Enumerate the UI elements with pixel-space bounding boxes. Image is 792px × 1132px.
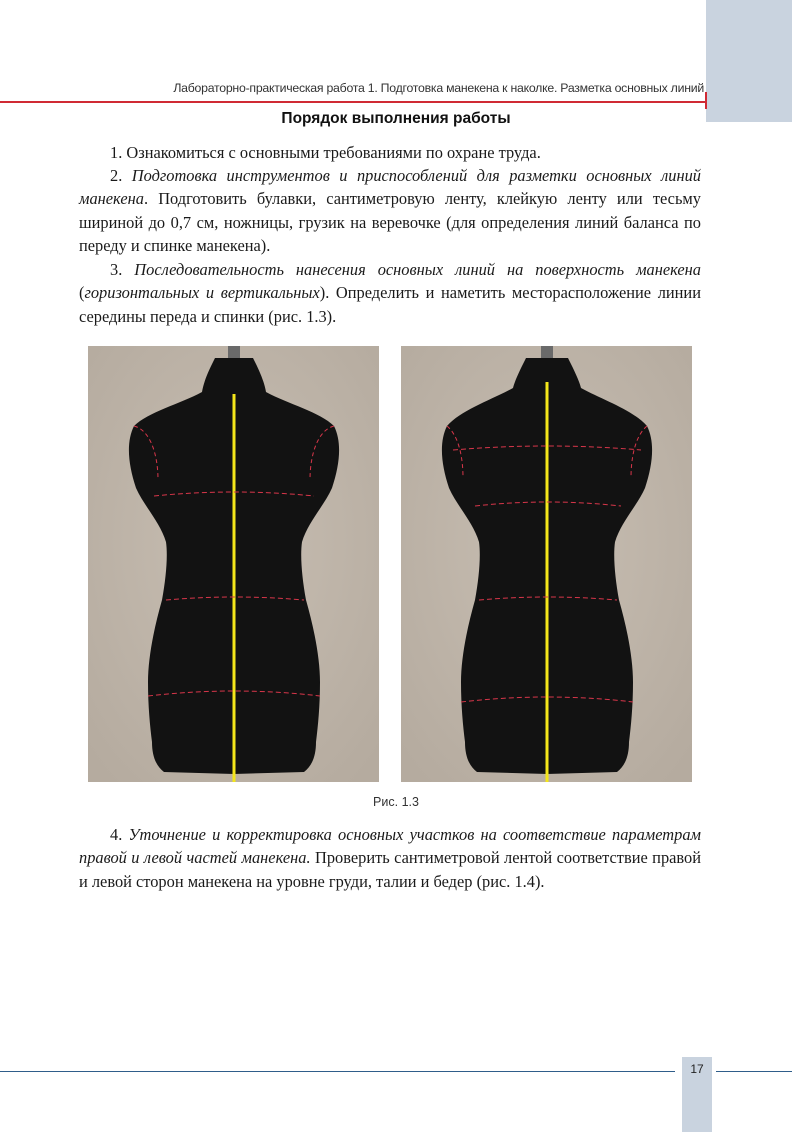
footer-rule-left: [0, 1071, 675, 1072]
page-number: 17: [690, 1062, 704, 1076]
paragraph-2-italic: Подготовка инструментов и приспособлений для разметки основных линий манекена: [79, 166, 702, 209]
paragraph-2: [79, 164, 701, 258]
mannequin-back-photo: [401, 346, 692, 782]
paragraph-3-italic-1: Последовательность нанесения основных линий на поверхность манекена: [134, 260, 702, 279]
paragraph-3-italic-2: горизонтальных и вертикальных: [84, 283, 320, 303]
paragraph-3: [79, 258, 701, 328]
paragraph-3-text-2: ). Определить и наметить месторасположение линии середины переда и спинки (рис. 1.3).: [79, 283, 701, 326]
running-header: Лабораторно-практическая работа 1. Подготовка манекена к наколке. Разметка основных линий: [173, 81, 704, 95]
paragraph-2-text: . Подготовить булавки, сантиметровую ленту, клейкую ленту или тесьму шириной до 0,7 см, ножницы, грузик на веревочке (для определения линий баланса по переду и спинке манекена).: [79, 189, 701, 256]
mannequin-front-photo: [88, 346, 379, 782]
paragraph-4-text: Проверить сантиметровой лентой соответствие правой и левой сторон манекена на уровне груди, талии и бедер (рис. 1.4).: [79, 848, 702, 891]
footer-rule-right: [716, 1071, 792, 1072]
figure-caption: Рис. 1.3: [373, 795, 419, 809]
paragraph-4-number: 4.: [110, 825, 129, 844]
header-rule: [0, 101, 707, 103]
paragraph-4-italic: Уточнение и корректировка основных участков на соответствие параметрам правой и левой частей манекена.: [79, 825, 701, 868]
section-title: Порядок выполнения работы: [281, 110, 511, 127]
paragraph-4: [79, 823, 701, 893]
paragraph-3-number: 3.: [110, 260, 135, 279]
paragraph-3-text-1: (: [79, 283, 85, 303]
paragraph-1: 1. Ознакомиться с основными требованиями по охране труда.: [110, 143, 541, 162]
header-rule-tick: [705, 92, 707, 109]
paragraph-2-number: 2.: [110, 166, 132, 185]
corner-color-block: [706, 0, 792, 122]
